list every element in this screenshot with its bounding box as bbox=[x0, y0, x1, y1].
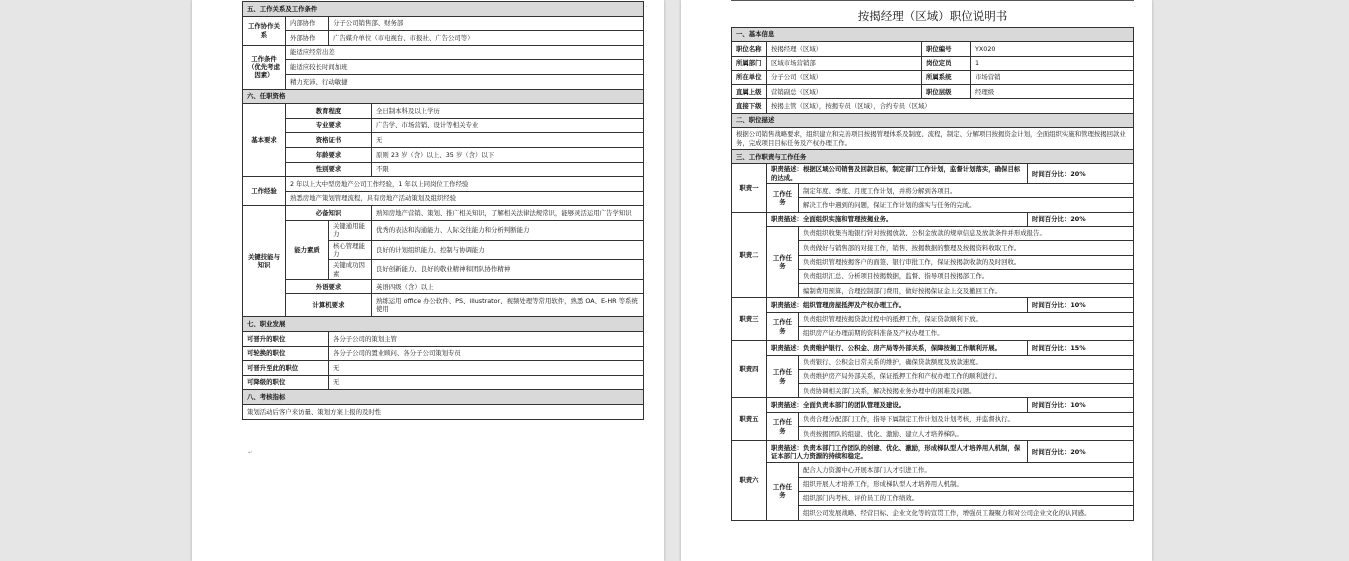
duty-task: 组织部门内考核、评价员工的工作绩效。 bbox=[799, 491, 1134, 505]
info-label: 直属上级 bbox=[732, 85, 767, 99]
requirement-label: 年龄要求 bbox=[286, 147, 372, 162]
task-label: 工作任务 bbox=[767, 463, 799, 520]
section-header: 一、基本信息 bbox=[732, 28, 1134, 42]
duty-description: 职责描述：全面组织实施和管理按揭业务。 bbox=[767, 212, 1028, 226]
duty-name: 职责六 bbox=[732, 441, 767, 520]
duty-description: 职责描述：负责维护银行、公积金、房产局等外部关系，保障按揭工作顺利开展。 bbox=[767, 341, 1028, 355]
duty-time-percent: 时间百分比：20% bbox=[1028, 164, 1134, 184]
duty-name: 职责一 bbox=[732, 164, 767, 212]
info-value: 经理级 bbox=[971, 85, 1134, 99]
task-label: 工作任务 bbox=[767, 312, 799, 341]
section-header: 七、职业发展 bbox=[243, 317, 644, 332]
position-description: 根据公司销售战略要求，组织建立和完善项目按揭管理体系及制度、流程，制定、分解项目按揭资金计划，全面组织实施和管理按揭回款业务，完成项目目标任务及产权办理工作。 bbox=[732, 128, 1134, 150]
requirement-label: 资格证书 bbox=[286, 133, 372, 148]
duty-task: 负责组织管理按揭客户的面签、银行审批工作，保证按揭款收款的及时回收。 bbox=[799, 255, 1134, 269]
requirement-label: 专业要求 bbox=[286, 118, 372, 133]
duty-time-percent: 时间百分比：10% bbox=[1028, 398, 1134, 412]
requirement-value: 全日制本科及以上学历 bbox=[372, 104, 644, 119]
section-header: 八、考核指标 bbox=[243, 390, 644, 405]
paragraph-mark: ↵ bbox=[248, 450, 253, 456]
info-label: 岗位定员 bbox=[922, 56, 971, 70]
document-page-right bbox=[681, 0, 1152, 561]
external-value: 广告媒介单位（市电视台、市报社、广告公司等） bbox=[329, 31, 644, 46]
info-value: 1 bbox=[971, 56, 1134, 70]
ability-item-value: 良好创新能力、良好的敬业精神和团队协作精神 bbox=[372, 260, 644, 280]
task-label: 工作任务 bbox=[767, 355, 799, 398]
info-value: 分子公司（区域） bbox=[767, 70, 922, 84]
language-value: 英语四级（含）以上 bbox=[372, 279, 644, 294]
format-mark: · bbox=[1134, 4, 1136, 10]
knowledge-value: 熟知房地产营销、策划、推广相关知识，了解相关法律法规常识，能够灵活运用广告学知识 bbox=[372, 206, 644, 221]
duty-task: 解决工作中遇到的问题，保证工作计划的落实与任务的完成。 bbox=[799, 198, 1134, 212]
language-label: 外语要求 bbox=[286, 279, 372, 294]
career-value: 各分子公司的策划主管 bbox=[329, 332, 644, 347]
info-label: 职位层级 bbox=[922, 85, 971, 99]
duty-name: 职责二 bbox=[732, 212, 767, 298]
requirement-value: 广告学、市场营销、设计等相关专业 bbox=[372, 118, 644, 133]
internal-value: 分子公司销售部、财务部 bbox=[329, 16, 644, 31]
duty-task: 负责合理分配部门工作，指导下属制定工作计划及计划考核，并监督执行。 bbox=[799, 412, 1134, 426]
ability-item-label: 关键通用能力 bbox=[329, 220, 372, 240]
ability-item-value: 优秀的表达和沟通能力、人际交往能力和分析判断能力 bbox=[372, 220, 644, 240]
experience-line: 2 年以上大中型房地产公司工作经验，1 年以上同岗位工作经验 bbox=[286, 177, 644, 192]
computer-label: 计算机要求 bbox=[286, 294, 372, 317]
duty-description: 职责描述：根据区域公司销售及回款目标，制定部门工作计划，监督计划落实，确保目标的达成。 bbox=[767, 164, 1028, 184]
format-mark: · bbox=[646, 4, 648, 10]
duty-name: 职责五 bbox=[732, 398, 767, 441]
duty-name: 职责四 bbox=[732, 341, 767, 398]
basic-requirements-label: 基本要求 bbox=[243, 104, 286, 177]
career-value: 无 bbox=[329, 375, 644, 390]
section-header: 五、工作关系及工作条件 bbox=[243, 2, 644, 17]
requirement-value: 原则 23 岁（含）以上、35 岁（含）以下 bbox=[372, 147, 644, 162]
kpi-value: 策划活动后客户来访量、策划方案上报的及时性 bbox=[243, 405, 644, 420]
info-value: 营销副总（区域） bbox=[767, 85, 922, 99]
duty-task: 负责按揭团队的组建、优化、激励、建立人才培养梯队。 bbox=[799, 427, 1134, 441]
duty-time-percent: 时间百分比：20% bbox=[1028, 441, 1134, 463]
duty-task: 配合人力资源中心开展本部门人才引进工作。 bbox=[799, 463, 1134, 477]
ability-item-label: 关键成功因素 bbox=[329, 260, 372, 280]
condition-label: 工作条件（优先考虑因素） bbox=[243, 45, 286, 89]
document-page-left bbox=[192, 0, 664, 561]
duty-task: 负责银行、公积金日常关系的维护，确保贷款额度及放款速度。 bbox=[799, 355, 1134, 369]
info-value: 按揭经理（区域） bbox=[767, 42, 922, 56]
info-label: 所属部门 bbox=[732, 56, 767, 70]
job-spec-table-right bbox=[731, 27, 1134, 521]
duty-description: 职责描述：全面负责本部门的团队管理及建设。 bbox=[767, 398, 1028, 412]
career-label: 可晋升至此的职位 bbox=[243, 361, 329, 376]
duty-task: 负责做好与销售部的对接工作，销售、按揭数据的整理及按揭资料收取工作。 bbox=[799, 241, 1134, 255]
requirement-value: 无 bbox=[372, 133, 644, 148]
info-label: 所属系统 bbox=[922, 70, 971, 84]
duty-time-percent: 时间百分比：20% bbox=[1028, 212, 1134, 226]
skills-label: 关键技能与知识 bbox=[243, 206, 286, 317]
condition-item: 能适应较长时间加班 bbox=[286, 60, 644, 75]
requirement-label: 性别要求 bbox=[286, 162, 372, 177]
task-label: 工作任务 bbox=[767, 184, 799, 213]
computer-value: 熟练运用 office 办公软件、PS、illustrator、视频处理等常用软件，熟悉 OA、E-HR 等系统使用 bbox=[372, 294, 644, 317]
info-label: 职位名称 bbox=[732, 42, 767, 56]
info-value: 市场营销 bbox=[971, 70, 1134, 84]
task-label: 工作任务 bbox=[767, 412, 799, 441]
duty-task: 编制费用预算，合理控制部门费用，做好按揭保证金上交及撤回工作。 bbox=[799, 284, 1134, 298]
relation-label: 工作协作关系 bbox=[243, 16, 286, 45]
ability-item-label: 核心管理能力 bbox=[329, 240, 372, 260]
section-header: 三、工作职责与工作任务 bbox=[732, 150, 1134, 164]
duty-description: 职责描述：组织管理房屋抵押及产权办理工作。 bbox=[767, 298, 1028, 312]
duty-task: 负责组织汇总、分析项目按揭数据，监督、指导项目按揭部工作。 bbox=[799, 269, 1134, 283]
duty-task: 负责协调相关部门关系，解决按揭业务办理中的困难及问题。 bbox=[799, 384, 1134, 398]
condition-item: 能适应经常出差 bbox=[286, 45, 644, 60]
duty-task: 负责维护房产局外部关系，保证抵押工作和产权办理工作的顺利进行。 bbox=[799, 369, 1134, 383]
info-label: 所在单位 bbox=[732, 70, 767, 84]
info-label: 直接下级 bbox=[732, 99, 767, 113]
info-label: 职位编号 bbox=[922, 42, 971, 56]
duty-task: 负责组织收集当地银行针对按揭放款、公积金放款的规章信息及放款条件并形成报告。 bbox=[799, 226, 1134, 240]
knowledge-label: 必备知识 bbox=[286, 206, 372, 221]
internal-label: 内部协作 bbox=[286, 16, 329, 31]
header-rule bbox=[731, 0, 1134, 1]
career-label: 可晋升的职位 bbox=[243, 332, 329, 347]
duty-task: 组织公司发展战略、经营目标、企业文化等的宣贯工作，增强员工凝聚力和对公司企业文化的认同感。 bbox=[799, 506, 1134, 520]
section-header: 六、任职资格 bbox=[243, 89, 644, 104]
condition-item: 精力充沛、行动敏捷 bbox=[286, 74, 644, 89]
requirement-label: 教育程度 bbox=[286, 104, 372, 119]
ability-label: 能力素质 bbox=[286, 220, 329, 279]
duty-time-percent: 时间百分比：15% bbox=[1028, 341, 1134, 355]
info-value: 区域市场营销部 bbox=[767, 56, 922, 70]
career-value: 各分子公司的置业顾问、各分子公司策划专员 bbox=[329, 346, 644, 361]
career-label: 可降级的职位 bbox=[243, 375, 329, 390]
job-spec-table-left bbox=[242, 1, 644, 420]
career-value: 无 bbox=[329, 361, 644, 376]
section-header: 二、职位描述 bbox=[732, 113, 1134, 127]
duty-name: 职责三 bbox=[732, 298, 767, 341]
info-value: 按揭主管（区域），按揭专员（区域），合约专员（区域） bbox=[767, 99, 1134, 113]
career-label: 可轮换的职位 bbox=[243, 346, 329, 361]
task-label: 工作任务 bbox=[767, 226, 799, 297]
duty-task: 组织开展人才培养工作，形成梯队型人才培养用人机制。 bbox=[799, 477, 1134, 491]
duty-task: 负责组织管理按揭贷款过程中的抵押工作，保证贷款顺利下放。 bbox=[799, 312, 1134, 326]
duty-task: 组织房产证办理前期的资料准备及产权办理工作。 bbox=[799, 327, 1134, 341]
ability-item-value: 良好的计划组织能力、控制与协调能力 bbox=[372, 240, 644, 260]
duty-description: 职责描述：负责本部门工作团队的创建、优化、激励，形成梯队型人才培养用人机制，保证本部门人力资源的持续和稳定。 bbox=[767, 441, 1028, 463]
experience-line: 熟悉房地产策划管理流程，具有房地产活动策划及组织经验 bbox=[286, 191, 644, 206]
document-title: 按揭经理（区域）职位说明书 bbox=[857, 9, 1008, 23]
external-label: 外部协作 bbox=[286, 31, 329, 46]
experience-label: 工作经验 bbox=[243, 177, 286, 206]
requirement-value: 不限 bbox=[372, 162, 644, 177]
duty-time-percent: 时间百分比：10% bbox=[1028, 298, 1134, 312]
duty-task: 制定年度、季度、月度工作计划，并将分解到各项目。 bbox=[799, 184, 1134, 198]
info-value: YX020 bbox=[971, 42, 1134, 56]
